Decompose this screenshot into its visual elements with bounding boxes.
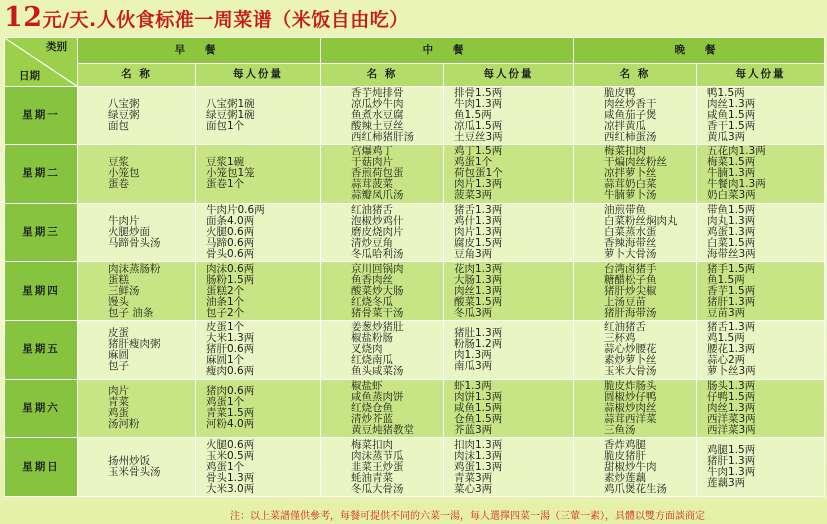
breakfast-portions-cell — [196, 379, 321, 438]
dish-name: 鸡蛋 — [108, 407, 129, 420]
portion: 猪肝1.3两 — [707, 455, 756, 468]
lunch-portions-cell — [444, 145, 574, 204]
dish-name: 蛋糕 — [108, 273, 129, 286]
portion: 肉丝1.3两 — [707, 401, 756, 414]
dish-name: 红油猪舌 — [604, 321, 646, 334]
lunch-dish-names-cell — [321, 262, 444, 321]
dish-name: 酸菜炒大肠 — [351, 284, 404, 297]
lunch-portions-cell — [444, 438, 574, 497]
dish-name: 蛋卷 — [108, 178, 129, 191]
dish-name: 甜椒炒牛肉 — [604, 460, 657, 473]
portion: 面包1个 — [206, 119, 245, 132]
dish-name: 红烧南瓜 — [351, 354, 393, 367]
dish-name: 牛腩萝卜汤 — [604, 189, 657, 202]
dish-name: 玉米骨头汤 — [108, 466, 161, 479]
dish-name: 肉片 — [108, 385, 129, 398]
portion: 咸鱼1.5两 — [454, 401, 503, 414]
portion: 鸡腿1.5两 — [707, 444, 756, 457]
portion: 荷包蛋1个 — [454, 167, 503, 180]
dish-name: 包子 油条 — [108, 306, 154, 319]
portion: 肉沫1.3两 — [454, 449, 503, 462]
lunch-dish-names-cell — [321, 86, 444, 145]
meal-header-breakfast: 早 餐 — [78, 38, 321, 64]
col-header-name: 名 称 — [78, 64, 196, 86]
portion: 牛餐肉1.3两 — [707, 178, 766, 191]
day-row — [5, 321, 825, 380]
dish-name: 台湾卤猪手 — [604, 262, 657, 275]
portion: 猪肚1.3两 — [454, 326, 503, 339]
breakfast-portions-cell — [196, 203, 321, 262]
portion: 排骨1.5两 — [454, 86, 503, 99]
day-label: 星期四 — [5, 262, 78, 321]
col-header-name: 名 称 — [321, 64, 444, 86]
dish-name: 咸鱼茄子煲 — [604, 108, 657, 121]
dish-name: 马蹄骨头汤 — [108, 237, 161, 250]
portion: 大肠1.3两 — [454, 273, 503, 286]
dinner-dish-names-cell — [574, 203, 697, 262]
portion: 鸡蛋1个 — [206, 460, 245, 473]
dish-name: 蒜心炒腰花 — [604, 343, 657, 356]
dinner-portions-cell — [697, 86, 825, 145]
portion: 肉片1.3两 — [454, 178, 503, 191]
col-header-portion: 每人份量 — [196, 64, 321, 86]
dish-name: 肉丝炒香干 — [604, 97, 657, 110]
dinner-portions-cell — [697, 203, 825, 262]
dish-name: 鱼头咸菜汤 — [351, 365, 404, 378]
portion: 牛肉片0.6两 — [206, 204, 265, 217]
portion: 莲藕3两 — [707, 477, 746, 490]
portion: 火腿0.6两 — [206, 226, 255, 239]
portion: 海带丝3两 — [707, 248, 756, 261]
portion: 骨头0.6两 — [206, 248, 255, 261]
portion: 鸭1.5两 — [707, 86, 745, 99]
dish-name: 白菜蒸水蛋 — [604, 226, 657, 239]
portion: 豆浆1碗 — [206, 156, 245, 169]
portion: 仓鱼1.5两 — [454, 412, 503, 425]
lunch-portions-cell — [444, 203, 574, 262]
dinner-portions-cell — [697, 379, 825, 438]
dish-name: 三杯鸡 — [604, 332, 636, 345]
portion: 河粉4.0两 — [206, 418, 255, 431]
dish-name: 椒盐虾 — [351, 379, 383, 392]
day-label: 星期三 — [5, 203, 78, 262]
lunch-portions-cell — [444, 379, 574, 438]
dinner-portions-cell — [697, 145, 825, 204]
dish-name: 西红柿蛋汤 — [604, 130, 657, 143]
dish-name: 蒜茸菠菜 — [351, 178, 393, 191]
portion: 豆苗3两 — [707, 306, 746, 319]
breakfast-dish-names-cell — [78, 145, 196, 204]
dish-name: 西红柿猪肝汤 — [351, 130, 414, 143]
portion: 奶白菜3两 — [707, 189, 756, 202]
meal-header-dinner: 晚 餐 — [574, 38, 825, 64]
portion: 鱼1.5两 — [454, 108, 492, 121]
dish-name: 皮蛋 — [108, 326, 129, 339]
portion: 土豆丝3两 — [454, 130, 503, 143]
portion: 肉1.3两 — [454, 348, 492, 361]
portion: 菜心3两 — [454, 482, 493, 495]
dish-name: 糖醋松子鱼 — [604, 273, 657, 286]
dish-name: 八宝粥 — [108, 97, 140, 110]
portion: 八宝粥1碗 — [206, 97, 255, 110]
dish-name: 素炒萝卜丝 — [604, 354, 657, 367]
dish-name: 脆皮鸭 — [604, 86, 636, 99]
breakfast-dish-names-cell — [78, 438, 196, 497]
day-label: 星期二 — [5, 145, 78, 204]
breakfast-dish-names-cell — [78, 262, 196, 321]
price-number: 12 — [4, 2, 43, 33]
dinner-dish-names-cell — [574, 145, 697, 204]
dinner-portions-cell — [697, 438, 825, 497]
portion: 凉瓜1.5两 — [454, 119, 503, 132]
breakfast-portions-cell — [196, 438, 321, 497]
portion: 绿豆粥1碗 — [206, 108, 255, 121]
dish-name: 圆椒炒仔鸭 — [604, 390, 657, 403]
dish-name: 红烧仓鱼 — [351, 401, 393, 414]
portion: 瘦肉0.6两 — [206, 365, 255, 378]
dish-name: 梅菜扣肉 — [351, 438, 393, 451]
day-row — [5, 262, 825, 321]
portion: 豆角3两 — [454, 248, 493, 261]
dish-name: 香辣海带丝 — [604, 237, 657, 250]
portion: 肉片1.3两 — [454, 226, 503, 239]
portion: 鸡丁1.5两 — [454, 145, 503, 158]
portion: 青菜1.5两 — [206, 407, 255, 420]
dish-name: 鱼煮水豆腐 — [351, 108, 404, 121]
dish-name: 鸡爪煲花生汤 — [604, 482, 667, 495]
day-row — [5, 379, 825, 438]
dish-name: 干煸肉丝粉丝 — [604, 156, 667, 169]
portion: 粉肠1.2两 — [454, 337, 503, 350]
portion: 肉沫0.6两 — [206, 262, 255, 275]
portion: 皮蛋1个 — [206, 321, 245, 334]
dish-name: 红油猪舌 — [351, 204, 393, 217]
dish-name: 上汤豆苗 — [604, 295, 646, 308]
portion: 小笼包1笼 — [206, 167, 255, 180]
dish-name: 京川回锅肉 — [351, 262, 404, 275]
date-label: 日期 — [19, 69, 40, 82]
dish-name: 酸辣土豆丝 — [351, 119, 404, 132]
portion: 萝卜丝3两 — [707, 365, 756, 378]
portion: 香芋1.5两 — [707, 284, 756, 297]
dish-name: 蒜茸西洋菜 — [604, 412, 657, 425]
portion: 猪手1.5两 — [707, 262, 756, 275]
portion: 五花肉1.3两 — [707, 145, 766, 158]
dinner-dish-names-cell — [574, 262, 697, 321]
dish-name: 小笼包 — [108, 167, 140, 180]
portion: 肠粉1.5两 — [206, 273, 255, 286]
day-row — [5, 203, 825, 262]
breakfast-dish-names-cell — [78, 203, 196, 262]
header-corner — [5, 38, 78, 87]
dish-name: 脆皮炸肠头 — [604, 379, 657, 392]
portion: 蒜心2两 — [707, 354, 746, 367]
portion: 牛腩1.3两 — [707, 167, 756, 180]
lunch-dish-names-cell — [321, 438, 444, 497]
portion: 牛肉1.3两 — [454, 97, 503, 110]
portion: 带鱼1.5两 — [707, 204, 756, 217]
dish-name: 麻圆 — [108, 348, 129, 361]
dinner-dish-names-cell — [574, 379, 697, 438]
dish-name: 凉拌萝卜丝 — [604, 167, 657, 180]
day-label: 星期五 — [5, 321, 78, 380]
portion: 咸鱼1.5两 — [707, 108, 756, 121]
portion: 鸡1.5两 — [707, 332, 745, 345]
portion: 包子2个 — [206, 306, 245, 319]
lunch-portions-cell — [444, 262, 574, 321]
portion: 马蹄0.6两 — [206, 237, 255, 250]
portion: 鸡蛋1.3两 — [454, 460, 503, 473]
dish-name: 猪肝炒尖椒 — [604, 284, 657, 297]
portion: 腰花1.3两 — [707, 343, 756, 356]
portion: 猪肉0.6两 — [206, 385, 255, 398]
col-header-portion: 每人份量 — [444, 64, 574, 86]
dish-name: 油煎带鱼 — [604, 204, 646, 217]
dish-name: 香炸鸡腿 — [604, 438, 646, 451]
dish-name: 蒜瓣凤爪汤 — [351, 189, 404, 202]
dish-name: 凉拌黄瓜 — [604, 119, 646, 132]
dish-name: 三鲜汤 — [108, 284, 140, 297]
day-row — [5, 438, 825, 497]
lunch-dish-names-cell — [321, 321, 444, 380]
title-text: 元/天.人伙食标准一周菜谱（米饭自由吃） — [42, 9, 409, 31]
category-label: 类别 — [46, 41, 67, 53]
portion: 梅菜1.5两 — [707, 156, 756, 169]
dish-name: 猪肝海带汤 — [604, 306, 657, 319]
dish-name: 鱼香肉丝 — [351, 273, 393, 286]
dish-name: 宫爆鸡丁 — [351, 145, 393, 158]
portion: 肉丝1.3两 — [707, 97, 756, 110]
dish-name: 素炒莲藕 — [604, 471, 646, 484]
dish-name: 白菜粉丝焖肉丸 — [604, 215, 678, 228]
dish-name: 冬瓜哈利汤 — [351, 248, 404, 261]
dish-name: 猪肝瘦肉粥 — [108, 337, 161, 350]
dish-name: 包子 — [108, 359, 129, 372]
portion: 油条1个 — [206, 295, 245, 308]
dish-name: 红烧冬瓜 — [351, 295, 393, 308]
portion: 牛肉1.3两 — [707, 466, 756, 479]
dish-name: 干菇肉片 — [351, 156, 393, 169]
portion: 南瓜3两 — [454, 359, 493, 372]
portion: 菠菜3两 — [454, 189, 493, 202]
col-header-portion: 每人份量 — [697, 64, 825, 86]
lunch-portions-cell — [444, 86, 574, 145]
dish-name: 猪骨菜干汤 — [351, 306, 404, 319]
portion: 仔鸭1.5两 — [707, 390, 756, 403]
portion: 肉丸1.3两 — [707, 215, 756, 228]
portion: 扣肉1.3两 — [454, 438, 503, 451]
day-row — [5, 86, 825, 145]
portion: 肉丝1.3两 — [454, 284, 503, 297]
lunch-dish-names-cell — [321, 379, 444, 438]
dish-name: 叉烧肉 — [351, 343, 383, 356]
day-label: 星期一 — [5, 86, 78, 145]
portion: 鸡蛋1个 — [206, 396, 245, 409]
lunch-portions-cell — [444, 321, 574, 380]
dish-name: 肉沫蒸肠粉 — [108, 262, 161, 275]
dish-name: 蚝油青菜 — [351, 471, 393, 484]
breakfast-portions-cell — [196, 262, 321, 321]
dish-name: 泡椒炒鸡什 — [351, 215, 404, 228]
portion: 青菜3两 — [454, 471, 493, 484]
portion: 冬瓜3两 — [454, 306, 493, 319]
dish-name: 黄豆炖猪教堂 — [351, 423, 414, 436]
dish-name: 萝卜大骨汤 — [604, 248, 657, 261]
portion: 鱼1.5两 — [707, 273, 745, 286]
portion: 面条4.0两 — [206, 215, 255, 228]
portion: 酸菜1.5两 — [454, 295, 503, 308]
dish-name: 香煎荷包蛋 — [351, 167, 404, 180]
footer-note: 注：以上菜譜僅供參考，每餐可提供不同的六菜一湯，每人選擇四菜一湯（三葷一素），具體以雙方面談商定 — [230, 511, 705, 522]
dish-name: 韭菜王炒蛋 — [351, 460, 404, 473]
portion: 黄瓜3两 — [707, 130, 746, 143]
breakfast-dish-names-cell — [78, 379, 196, 438]
portion: 鸡什1.3两 — [454, 215, 503, 228]
dish-name: 火腿炒面 — [108, 226, 150, 239]
col-header-name: 名 称 — [574, 64, 697, 86]
portion: 大米1.3两 — [206, 332, 255, 345]
dish-name: 汤河粉 — [108, 418, 140, 431]
breakfast-portions-cell — [196, 321, 321, 380]
dish-name: 姜葱炒猪肚 — [351, 321, 404, 334]
portion: 麻圆1个 — [206, 354, 245, 367]
dinner-dish-names-cell — [574, 321, 697, 380]
portion: 肉饼1.3两 — [454, 390, 503, 403]
portion: 火腿0.6两 — [206, 438, 255, 451]
portion: 鸡蛋1个 — [454, 156, 493, 169]
breakfast-portions-cell — [196, 145, 321, 204]
day-label: 星期六 — [5, 379, 78, 438]
portion: 西洋菜3两 — [707, 423, 756, 436]
dish-name: 椒盐粉肠 — [351, 332, 393, 345]
portion: 香干1.5两 — [707, 119, 756, 132]
portion: 猪舌1.3两 — [707, 321, 756, 334]
portion: 猪舌1.3两 — [454, 204, 503, 217]
portion: 玉米0.5两 — [206, 449, 255, 462]
dish-name: 凉瓜炒牛肉 — [351, 97, 404, 110]
portion: 西洋菜3两 — [707, 412, 756, 425]
portion: 白菜1.5两 — [707, 237, 756, 250]
dinner-dish-names-cell — [574, 86, 697, 145]
portion: 鸡蛋1.3两 — [707, 226, 756, 239]
dish-name: 玉米大骨汤 — [604, 365, 657, 378]
dish-name: 磨皮烧肉片 — [351, 226, 404, 239]
portion: 蛋卷1个 — [206, 178, 245, 191]
dinner-portions-cell — [697, 321, 825, 380]
dinner-portions-cell — [697, 262, 825, 321]
lunch-dish-names-cell — [321, 203, 444, 262]
dinner-dish-names-cell — [574, 438, 697, 497]
dish-name: 面包 — [108, 119, 129, 132]
dish-name: 冬瓜大骨汤 — [351, 482, 404, 495]
portion: 腐皮1.5两 — [454, 237, 503, 250]
portion: 猪肝0.6两 — [206, 343, 255, 356]
dish-name: 清炒豆角 — [351, 237, 393, 250]
dish-name: 牛肉片 — [108, 215, 140, 228]
dish-name: 馒头 — [108, 295, 129, 308]
portion: 骨头1.3两 — [206, 471, 255, 484]
dish-name: 梅菜扣肉 — [604, 145, 646, 158]
dish-name: 蒜茸奶白菜 — [604, 178, 657, 191]
breakfast-dish-names-cell — [78, 321, 196, 380]
dish-name: 绿豆粥 — [108, 108, 140, 121]
dish-name: 青菜 — [108, 396, 129, 409]
dish-name: 三鱼汤 — [604, 423, 636, 436]
day-label: 星期日 — [5, 438, 78, 497]
breakfast-portions-cell — [196, 86, 321, 145]
dish-name: 肉沫蒸节瓜 — [351, 449, 404, 462]
lunch-dish-names-cell — [321, 145, 444, 204]
meal-header-lunch: 中 餐 — [321, 38, 574, 64]
portion: 花肉1.3两 — [454, 262, 503, 275]
dish-name: 扬州炒饭 — [108, 455, 150, 468]
portion: 肠头1.3两 — [707, 379, 756, 392]
portion: 虾1.3两 — [454, 379, 492, 392]
dish-name: 脆皮猪肝 — [604, 449, 646, 462]
weekly-menu-table — [4, 37, 825, 497]
dish-name: 清炒芥蓝 — [351, 412, 393, 425]
portion: 猪肝1.3两 — [707, 295, 756, 308]
portion: 芥蓝3两 — [454, 423, 493, 436]
portion: 蛋糕2个 — [206, 284, 245, 297]
dish-name: 豆浆 — [108, 156, 129, 169]
page-title — [4, 2, 409, 32]
dish-name: 香芋炖排骨 — [351, 86, 404, 99]
dish-name: 咸鱼蒸肉饼 — [351, 390, 404, 403]
dish-name: 蒜椒炒肉丝 — [604, 401, 657, 414]
portion: 大米3.0两 — [206, 482, 255, 495]
breakfast-dish-names-cell — [78, 86, 196, 145]
day-row — [5, 145, 825, 204]
